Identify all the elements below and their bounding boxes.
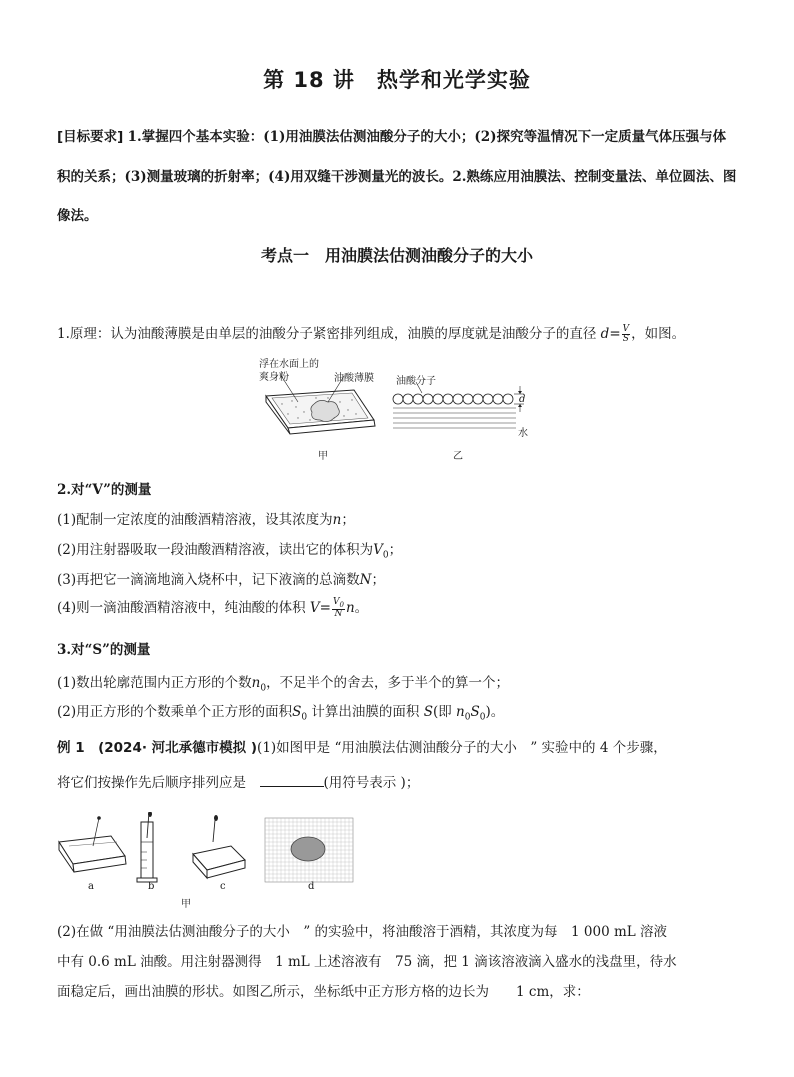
step-b-cylinder <box>137 812 157 882</box>
fig-label-b: b <box>148 881 155 892</box>
fig-label-c: c <box>220 881 226 892</box>
example-line-1-text: (1)如图甲是 “用油膜法估测油酸分子的大小 ” 实验中的 4 个步骤， <box>257 740 667 756</box>
v-item-3-end: ； <box>371 572 385 588</box>
v-item-3-var: N <box>359 572 372 588</box>
step-c-dropper <box>193 815 245 878</box>
s-item-2-expr: n <box>456 704 465 720</box>
caption-yi: 乙 <box>453 451 463 462</box>
v-heading: 2.对“V”的测量 <box>57 482 152 498</box>
eq-sign: = <box>609 326 621 342</box>
principle-text: 1.原理：认为油酸薄膜是由单层的油酸分子紧密排列组成，油膜的厚度就是油酸分子的直径 <box>57 326 601 342</box>
v-item-4-n: n <box>345 600 355 616</box>
cross-section-illustration <box>393 382 524 428</box>
fig-label-a: a <box>88 881 94 892</box>
v-item-4-text: (4)则一滴油酸酒精溶液中，纯油酸的体积 <box>57 600 310 616</box>
v-item-4-var: V <box>309 600 320 616</box>
v-item-1-end: ； <box>341 512 355 528</box>
v-item-1 <box>57 508 355 528</box>
goals-line-3: 像法。 <box>57 208 98 224</box>
example-label: 例 1 <box>57 740 85 756</box>
goals-line-1 <box>57 125 726 145</box>
answer-blank[interactable] <box>260 774 324 787</box>
s-item-2-end: )。 <box>485 704 505 720</box>
frac-n: N <box>334 609 343 620</box>
v-item-4-end: 。 <box>354 600 369 616</box>
label-powder-1: 浮在水面上的 <box>259 359 319 370</box>
v-item-2-var: V <box>373 542 383 558</box>
v-item-4 <box>57 596 368 619</box>
v-item-1-text: (1)配制一定浓度的油酸酒精溶液，设其浓度为 <box>57 512 333 528</box>
section-title: 考点一 用油膜法估测油酸分子的大小 <box>260 246 533 265</box>
var-d: d <box>600 326 610 342</box>
principle-line <box>57 322 685 344</box>
fraction-v0-over-n <box>332 598 345 620</box>
s-item-1 <box>57 671 509 694</box>
s-item-2-var: S <box>292 704 302 720</box>
fraction-v-over-s <box>622 325 631 344</box>
label-powder-2: 爽身粉 <box>259 372 289 383</box>
s-item-2-var2: S <box>423 704 433 720</box>
s-item-2-sub: 0 <box>301 712 308 723</box>
s-item-1-text: (1)数出轮廓范围内正方形的个数 <box>57 675 252 691</box>
step-d-grid <box>265 818 353 882</box>
goals-line-2: 积的关系；(3)测量玻璃的折射率；(4)用双缝干涉测量光的波长。2.熟练应用油膜法、控制变量法、单位圆法、图 <box>57 169 737 185</box>
s-item-2-expr-sub: 0 <box>464 712 471 723</box>
s-item-1-var: n <box>251 675 261 691</box>
v-item-2-sub: 0 <box>382 550 389 561</box>
label-d: d <box>519 394 526 405</box>
example-1-line-2 <box>57 771 419 791</box>
s-heading: 3.对“S”的测量 <box>57 642 151 658</box>
principle-suffix: ，如图。 <box>631 326 686 342</box>
goals-text-1: 1.掌握四个基本实验：(1)用油膜法估测油酸分子的大小；(2)探究等温情况下一定质量气体压强与体 <box>127 129 727 145</box>
s-item-2-expr2: S <box>470 704 480 720</box>
figure-steps <box>55 812 355 892</box>
example-1-part2-line-3: 面稳定后，画出油膜的形状。如图乙所示，坐标纸中正方形方格的边长为 1 cm，求： <box>57 984 590 1000</box>
v-item-3 <box>57 568 385 588</box>
example-1-part2-line-2: 中有 0.6 mL 油酸。用注射器测得 1 mL 上述溶液有 75 滴，把 1 滴该溶液滴入盛水的浅盘里，待水 <box>57 954 677 970</box>
v-item-4-eq: = <box>319 600 331 616</box>
frac-num: V <box>622 324 630 334</box>
label-water: 水 <box>518 428 528 439</box>
goals-tag: [目标要求] <box>57 129 124 145</box>
fig-label-d: d <box>308 881 315 892</box>
s-item-2-mid: 计算出油膜的面积 <box>307 704 424 720</box>
example-source: (2024· 河北承德市模拟 ) <box>98 740 258 756</box>
step-a-tray <box>59 816 126 872</box>
frac-den: S <box>622 334 629 344</box>
v-item-3-text: (3)再把它一滴滴地滴入烧杯中，记下液滴的总滴数 <box>57 572 360 588</box>
s-item-2-expr2-sub: 0 <box>479 712 486 723</box>
label-molecule: 油酸分子 <box>396 376 436 387</box>
v-item-2-end: ； <box>388 542 403 558</box>
example-line-2-pre: 将它们按操作先后顺序排列应是 <box>57 775 260 791</box>
caption-jia: 甲 <box>318 451 328 462</box>
v-item-1-var: n <box>332 512 342 528</box>
s-item-2 <box>57 700 504 723</box>
s-item-1-end: ，不足半个的舍去，多于半个的算一个； <box>266 675 510 691</box>
example-1-part2-line-1: (2)在做 “用油膜法估测油酸分子的大小 ” 的实验中，将油酸溶于酒精，其浓度为每 1 000 mL 溶液 <box>57 924 668 940</box>
s-item-1-sub: 0 <box>260 683 267 694</box>
v-item-2 <box>57 538 402 561</box>
fig-caption-jia: 甲 <box>181 899 191 910</box>
s-item-2-text: (2)用正方形的个数乘单个正方形的面积 <box>57 704 293 720</box>
example-line-2-post: (用符号表示 )； <box>323 775 420 791</box>
example-1-line-1 <box>57 736 667 756</box>
label-film: 油酸薄膜 <box>334 373 374 384</box>
s-item-2-paren: (即 <box>432 704 457 720</box>
frac-v0: $V_0$ <box>332 596 344 609</box>
page-title: 第 18 讲 热学和光学实验 <box>263 68 531 92</box>
v-item-2-text: (2)用注射器吸取一段油酸酒精溶液，读出它的体积为 <box>57 542 374 558</box>
